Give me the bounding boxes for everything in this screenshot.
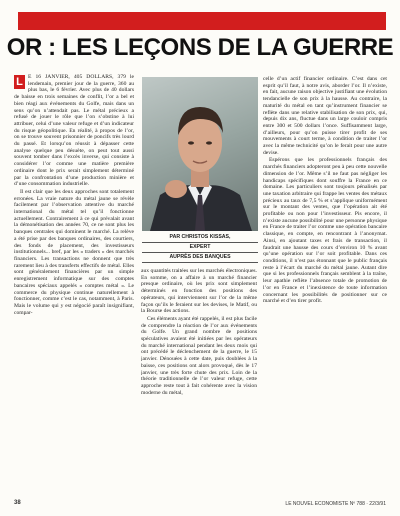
paragraph: Espérons que les professionnels français des marchés financiers adopteront peu à peu cette nouvelle dimension de l’or. Même s’il ne faut pas négliger les handicaps spécifiques dont souffre la France en ce domaine. Les particuliers sont toujours pénalisés par une taxation arbitraire qui frappe les ventes des métaux précieux au taux de 7,5 % et s’applique uniformément sur le montant des ventes, que l’opération ait été profitable ou non pour l’investisseur. Pis encore, il n’existe aucune possibilité pour une personne physique en France de traiter l’or comme une opération bancaire classique, en compte, en rencontrant à l’anonymat. Ainsi, en ajoutant taxes et frais de transaction, il faudrait une hausse des cours d’environ 10 % avant qu’une opération sur l’or soit profitable. Dans ces conditions, il n’est pas étonnant que le public français reste à l’écart du marché du métal jaune. Autant dire que si les professionnels français semblent à la traîne, leur apathie reflète l’absence totale de promotion de l’or en France et l’inexistence de toute information concernant les possibilités de positionner sur ce marché et d’en tirer profit.	[263, 157, 387, 305]
red-header-bar	[18, 12, 386, 30]
text-column-2	[141, 268, 257, 496]
paragraph	[14, 74, 134, 188]
author-photo	[142, 77, 258, 231]
caption-affiliation: AUPRÈS DES BANQUES	[142, 253, 258, 263]
paragraph: aux quantités traitées sur les marchés électroniques. En somme, on a affaire à un marché financier presque ordinaire, où les prix sont simplement déterminés en fonction des positions des opérateurs, qui interviennent sur l’or de la même façon qu’ils le feraient sur les devises, le Matif, ou la Bourse des actions.	[141, 268, 257, 315]
portrait-illustration	[142, 77, 258, 231]
article-title: OR : LES LEÇONS DE LA GUERRE	[6, 34, 394, 61]
text-column-1	[14, 74, 134, 494]
paragraph: celle d’un actif financier ordinaire. C’est dans cet esprit qu’il faut, à notre avis, aborder l’or. Il n’existe, en fait, aucune raison objective justifiant une évolution tendancielle de son prix à la hausse. Au contraire, la maturité du métal en tant qu’instrument financier se reflète dans une relative stabilisation de son prix, qui, depuis dix ans, fluctue dans un large couloir compris entre 300 et 500 dollars l’once. Suffisamment large, d’ailleurs, pour qu’on puisse tirer profit de ses mouvements à court terme, à condition de traiter l’or avec la même technicité qu’on le ferait pour une autre devise.	[263, 76, 387, 156]
paragraph: Ces éléments ayant été rappelés, il est plus facile de comprendre la réaction de l’or aux événements du Golfe. Un grand nombre de positions spéculatives avaient été initiées par les opérateurs du marché international pendant les deux mois qui ont précédé le déclenchement de la guerre, le 15 janvier. Dénouées à cette date, puis doublées à la baisse, ces positions ont alors provoqué, dès le 17 janvier, une très forte chute des prix. Loin de la théorie traditionnelle de l’or valeur refuge, cette approche reste tout à fait cohérente avec la vision moderne du métal,	[141, 315, 257, 396]
publication-info: LE NOUVEL ECONOMISTE Nº 788 · 22/3/91	[285, 501, 386, 507]
caption-author: PAR CHRISTOS KISSAS,	[142, 233, 258, 243]
page-footer	[0, 500, 400, 510]
paragraph: Il est clair que les deux approches sont totalement erronées. La vraie nature du métal jaune se révèle facilement par l’observation attentive du marché international du métal tel qu’il fonctionne actuellement. Contrairement à ce qui prévalait avant la démonétisation des années 70, ce ne sont plus les banques centrales qui dominent le marché. La relève a été prise par des banques ordinaires, des courtiers, des fonds de placement, des investisseurs institutionnels... bref, par les « traders » des marchés financiers. Les transactions ne donnent que très rarement lieu à des transferts effectifs de métal. Elles sont généralement financières par un simple enregistrement informatique sur des comptes bancaires spéciaux appelés « comptes métal ». Le commerce du physique continue naturellement à fonctionner, comme c’est le cas, notamment, à Paris. Mais le volume qui y est négocié paraît insignifiant, compar-	[14, 188, 134, 316]
photo-caption	[142, 233, 258, 263]
paragraph-text: E 16 JANVIER, 405 DOLLARS, 379 le lendemain, premier jour de la guerre, 360 au plus bas, le 6 février. Avec plus de 40 dollars de baisse en trois semaines de conflit, l’or a bel et bien réagi aux événements du Golfe, mais dans un sens qu’on n’attendait pas. Le métal précieux a refusé de jouer le rôle que l’on s’obstine à lui attribuer, celui d’une valeur refuge et d’un indicateur du risque géopolitique. En réalité, à propos de l’or, on se trouve souvent prisonnier de poncifs très lourd du passé. Et lorsqu’on réussit à dépasser cette analyse quelque peu désuète, on peut tout aussi souvent tomber dans l’excès inverse, qui consiste à considérer l’or comme une matière première ordinaire dont le prix serait simplement déterminé par la confrontation d’une production minière et d’une consommation industrielle.	[14, 74, 134, 188]
text-column-3	[263, 76, 387, 496]
caption-role: EXPERT	[142, 243, 258, 253]
page-number: 38	[14, 500, 21, 506]
drop-cap: L	[14, 75, 25, 89]
